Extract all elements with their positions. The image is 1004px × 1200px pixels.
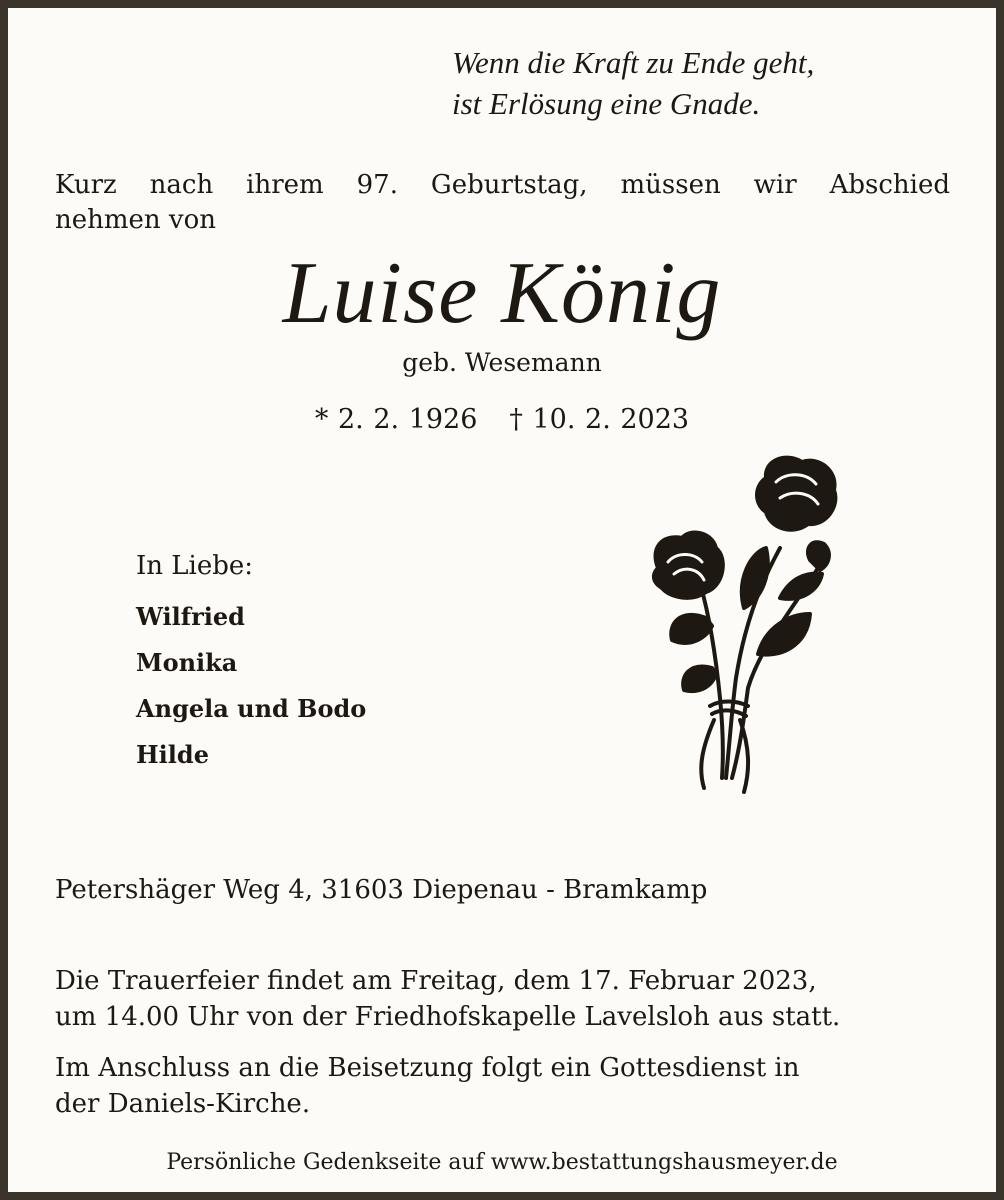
- intro-text: [55, 168, 950, 238]
- service-info: [55, 1050, 800, 1122]
- motto-line-2: ist Erlösung eine Gnade.: [452, 86, 761, 121]
- mourner-name: Angela und Bodo: [136, 694, 367, 723]
- death-date: † 10. 2. 2023: [509, 404, 690, 435]
- intro-line-2: nehmen von: [55, 205, 217, 235]
- rose-bouquet-icon: [640, 448, 840, 808]
- ceremony-line-2: um 14.00 Uhr von der Friedhofskapelle Lavelsloh aus statt.: [55, 1002, 841, 1032]
- ceremony-line-1: Die Trauerfeier findet am Freitag, dem 17. Februar 2023,: [55, 966, 817, 996]
- life-dates: [8, 402, 996, 438]
- obituary-card: [8, 8, 996, 1192]
- ceremony-info: [55, 963, 840, 1035]
- motto-quote: [452, 42, 814, 124]
- birth-date: * 2. 2. 1926: [314, 404, 478, 435]
- intro-line-1: Kurz nach ihrem 97. Geburtstag, müssen wir Abschied: [55, 170, 950, 200]
- mourners-heading: In Liebe:: [136, 551, 254, 581]
- mourner-name: Wilfried: [136, 602, 245, 631]
- mourners-list: [136, 594, 366, 778]
- service-line-2: der Daniels-Kirche.: [55, 1089, 311, 1119]
- deceased-name: Luise König: [282, 245, 722, 342]
- motto-line-1: Wenn die Kraft zu Ende geht,: [452, 45, 815, 80]
- birth-name: geb. Wesemann: [402, 348, 602, 377]
- address: Petershäger Weg 4, 31603 Diepenau - Bramkamp: [55, 875, 708, 905]
- mourner-name: Monika: [136, 648, 238, 677]
- mourner-name: Hilde: [136, 740, 209, 769]
- service-line-1: Im Anschluss an die Beisetzung folgt ein Gottesdienst in: [55, 1053, 800, 1083]
- memorial-page-link[interactable]: Persönliche Gedenkseite auf www.bestattungshausmeyer.de: [166, 1150, 838, 1175]
